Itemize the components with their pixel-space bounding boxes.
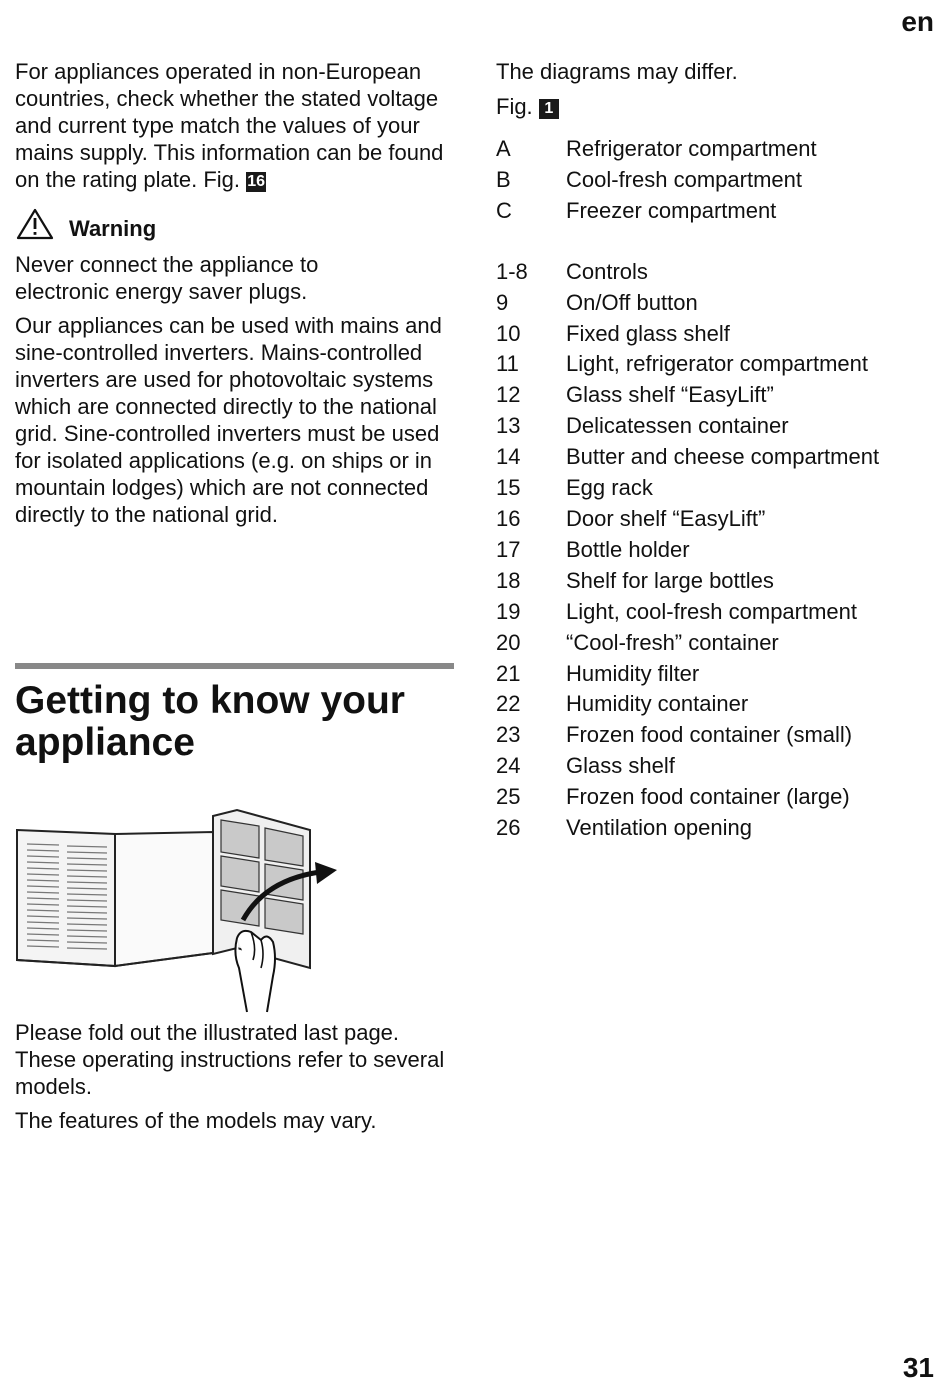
intro-text: For appliances operated in non-European countries, check whether the stated voltage and current type match the values of your mains supply. This information can be found on the rating plate. Fig. [15, 59, 444, 192]
legend-label: Door shelf “EasyLift” [566, 505, 766, 531]
figure-label: Fig. [496, 94, 533, 119]
legend-key: 13 [496, 413, 521, 439]
legend-row [496, 380, 936, 411]
legend-key: 9 [496, 289, 509, 315]
warning-label: Warning [69, 216, 157, 241]
legend-row [496, 659, 936, 690]
legend-label: Refrigerator compartment [566, 136, 817, 161]
legend-row [496, 349, 936, 380]
legend-key: A [496, 136, 511, 161]
legend-label: Glass shelf [566, 753, 675, 779]
legend-row [496, 566, 936, 597]
legend-key: 12 [496, 382, 521, 408]
legend-row [496, 165, 936, 196]
legend-key: 17 [496, 536, 521, 562]
language-tag: en [901, 6, 934, 37]
legend-row [496, 319, 936, 350]
legend-row [496, 813, 936, 844]
legend-label: Humidity container [566, 691, 749, 717]
features-paragraph: The features of the models may vary. [15, 1108, 377, 1133]
legend-label: Fixed glass shelf [566, 320, 730, 346]
legend-key: 1-8 [496, 258, 528, 284]
legend-key: 19 [496, 598, 521, 624]
legend-key: 14 [496, 444, 521, 470]
legend-key: 26 [496, 815, 521, 841]
legend-row [496, 504, 936, 535]
legend-row [496, 597, 936, 628]
figure-ref-badge: 16 [247, 173, 266, 190]
legend-row [496, 473, 936, 504]
legend-key: 16 [496, 505, 521, 531]
left-column [15, 58, 455, 528]
legend-row [496, 628, 936, 659]
legend-row [496, 411, 936, 442]
legend-key: 24 [496, 753, 521, 779]
warning-triangle-icon [15, 207, 55, 241]
legend-label: Egg rack [566, 475, 653, 501]
section-heading: Getting to know your appliance [15, 679, 405, 764]
legend-row [496, 689, 936, 720]
legend-row [496, 535, 936, 566]
legend-label: Light, cool-fresh compartment [566, 598, 858, 624]
legend-key: 18 [496, 567, 521, 593]
legend-label: Delicatessen container [566, 413, 789, 439]
legend-label: Light, refrigerator compartment [566, 351, 869, 377]
compartment-legend [496, 134, 936, 227]
fold-out-text-block [15, 1019, 455, 1134]
legend-key: C [496, 197, 512, 223]
figure-number-badge: 1 [539, 99, 559, 119]
legend-key: 25 [496, 784, 521, 810]
legend-key: B [496, 166, 511, 192]
legend-label: Glass shelf “EasyLift” [566, 382, 774, 408]
page-number: 31 [902, 1352, 934, 1383]
legend-key: 21 [496, 660, 521, 686]
legend-row [496, 196, 936, 227]
parts-legend [496, 257, 936, 844]
legend-label: Butter and cheese compartment [566, 444, 880, 470]
legend-key: 22 [496, 691, 521, 717]
legend-label: Ventilation opening [566, 815, 752, 841]
legend-key: 10 [496, 320, 521, 346]
warning-heading [15, 207, 455, 241]
legend-label: “Cool-fresh” container [566, 629, 779, 655]
diagrams-note: The diagrams may differ. [496, 59, 738, 84]
legend-key: 23 [496, 722, 521, 748]
section-rule [15, 663, 454, 669]
legend-label: Humidity filter [566, 660, 700, 686]
legend-label: Controls [566, 258, 648, 284]
legend-label: Bottle holder [566, 536, 690, 562]
legend-row [496, 720, 936, 751]
legend-key: 15 [496, 475, 521, 501]
inverter-paragraph: Our appliances can be used with mains and sine-controlled inverters. Mains-controlled inverters are used for photovoltaic systems which are connected directly to the national grid. Sine-controlled inverters must be used for isolated applications (e.g. on ships or in mountain lodges) which are not connected directly to the national grid. [15, 313, 442, 527]
warning-text: Never connect the appliance to electronic energy saver plugs. [15, 252, 319, 304]
legend-row [496, 751, 936, 782]
legend-label: Frozen food container (small) [566, 722, 853, 748]
legend-label: Cool-fresh compartment [566, 166, 802, 192]
intro-paragraph [15, 58, 455, 193]
legend-label: On/Off button [566, 289, 698, 315]
legend-key: 20 [496, 629, 521, 655]
legend-row [496, 134, 936, 165]
legend-row [496, 782, 936, 813]
legend-row [496, 288, 936, 319]
fold-out-book-illustration [15, 808, 340, 1013]
legend-label: Freezer compartment [566, 197, 777, 223]
legend-key: 11 [496, 351, 519, 377]
figure-line [496, 93, 936, 120]
legend-label: Frozen food container (large) [566, 784, 850, 810]
right-column [496, 58, 936, 844]
legend-label: Shelf for large bottles [566, 567, 774, 593]
fold-out-paragraph: Please fold out the illustrated last page. These operating instructions refer to several models. [15, 1020, 445, 1099]
legend-row [496, 442, 936, 473]
legend-row [496, 257, 936, 288]
